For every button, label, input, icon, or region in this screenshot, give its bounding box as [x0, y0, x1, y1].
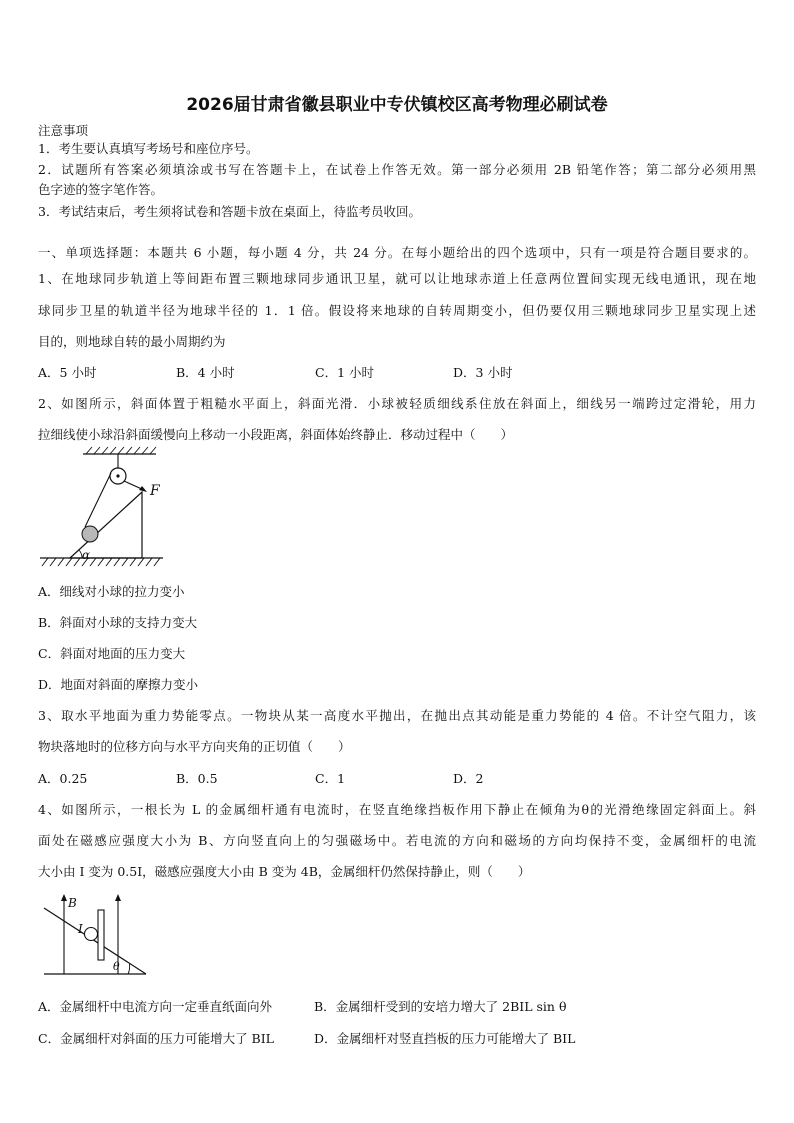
question-3-option-a[interactable]: A．0.25: [38, 771, 88, 786]
question-3-text: 3、取水平地面为重力势能零点。一物块从某一高度水平抛出，在抛出点其动能是重力势能的 4 倍。不计空气阻力，该: [38, 708, 756, 723]
question-4-text: 大小由 I 变为 0.5I，磁感应强度大小由 B 变为 4B，金属细杆仍然保持静止，则（ ）: [38, 864, 531, 879]
question-1-option-d[interactable]: D．3 小时: [453, 365, 513, 380]
figure-label-angle: θ: [113, 960, 120, 973]
notice-heading: 注意事项: [38, 123, 89, 138]
question-2-text: 2、如图所示，斜面体置于粗糙水平面上，斜面光滑．小球被轻质细线系住放在斜面上，细线另一端跨过定滑轮，用力: [38, 396, 756, 411]
question-4-option-b[interactable]: B．金属细杆受到的安培力增大了 2BIL sin θ: [314, 999, 567, 1014]
notice-item: 3．考试结束后，考生须将试卷和答题卡放在桌面上，待监考员收回。: [38, 204, 421, 219]
figure-label-angle: α: [82, 548, 91, 562]
page-title: 2026届甘肃省徽县职业中专伏镇校区高考物理必刷试卷: [186, 95, 608, 115]
incline-pulley-figure: [38, 446, 168, 576]
question-2-text: 拉细线使小球沿斜面缓慢向上移动一小段距离，斜面体始终静止．移动过程中（ ）: [38, 427, 514, 442]
question-2-option-c[interactable]: C．斜面对地面的压力变大: [38, 646, 186, 661]
question-4-option-d[interactable]: D．金属细杆对竖直挡板的压力可能增大了 BIL: [314, 1031, 576, 1046]
question-2-option-b[interactable]: B．斜面对小球的支持力变大: [38, 615, 198, 630]
question-1-text: 1、在地球同步轨道上等间距布置三颗地球同步通讯卫星，就可以让地球赤道上任意两位置间实现无线电通讯，现在地: [38, 271, 756, 286]
notice-item: 色字迹的签字笔作答。: [38, 182, 164, 197]
question-4-text: 面处在磁感应强度大小为 B、方向竖直向上的匀强磁场中。若电流的方向和磁场的方向均保持不变，金属细杆的电流: [38, 833, 756, 848]
notice-item: 1．考生要认真填写考场号和座位序号。: [38, 141, 259, 156]
question-1-option-a[interactable]: A．5 小时: [38, 365, 97, 380]
question-4-option-c[interactable]: C．金属细杆对斜面的压力可能增大了 BIL: [38, 1031, 274, 1046]
question-1-option-c[interactable]: C．1 小时: [315, 365, 374, 380]
figure-label-force: F: [150, 483, 160, 499]
figure-label-current: I: [78, 922, 83, 936]
question-2-option-d[interactable]: D．地面对斜面的摩擦力变小: [38, 677, 199, 692]
question-4-text: 4、如图所示，一根长为 L 的金属细杆通有电流时，在竖直绝缘挡板作用下静止在倾角为θ的光滑绝缘固定斜面上。斜: [38, 802, 756, 817]
question-3-option-d[interactable]: D．2: [453, 771, 484, 786]
question-1-text: 球同步卫星的轨道半径为地球半径的 1．1 倍。假设将来地球的自转周期变小，但仍要仅用三颗地球同步卫星实现上述: [38, 303, 756, 318]
question-1-text: 目的，则地球自转的最小周期约为: [38, 334, 226, 349]
section-heading: 一、单项选择题：本题共 6 小题，每小题 4 分，共 24 分。在每小题给出的四个选项中，只有一项是符合题目要求的。: [38, 245, 756, 260]
question-3-text: 物块落地时的位移方向与水平方向夹角的正切值（ ）: [38, 739, 351, 754]
question-3-option-c[interactable]: C．1: [315, 771, 346, 786]
question-1-option-b[interactable]: B．4 小时: [176, 365, 235, 380]
question-4-option-a[interactable]: A．金属细杆中电流方向一定垂直纸面向外: [38, 999, 273, 1014]
magnetic-incline-figure: [40, 892, 150, 982]
figure-label-field: B: [68, 896, 77, 910]
question-3-option-b[interactable]: B．0.5: [176, 771, 218, 786]
question-2-option-a[interactable]: A．细线对小球的拉力变小: [38, 584, 185, 599]
notice-item: 2．试题所有答案必须填涂或书写在答题卡上，在试卷上作答无效。第一部分必须用 2B 铅笔作答；第二部分必须用黑: [38, 162, 756, 177]
